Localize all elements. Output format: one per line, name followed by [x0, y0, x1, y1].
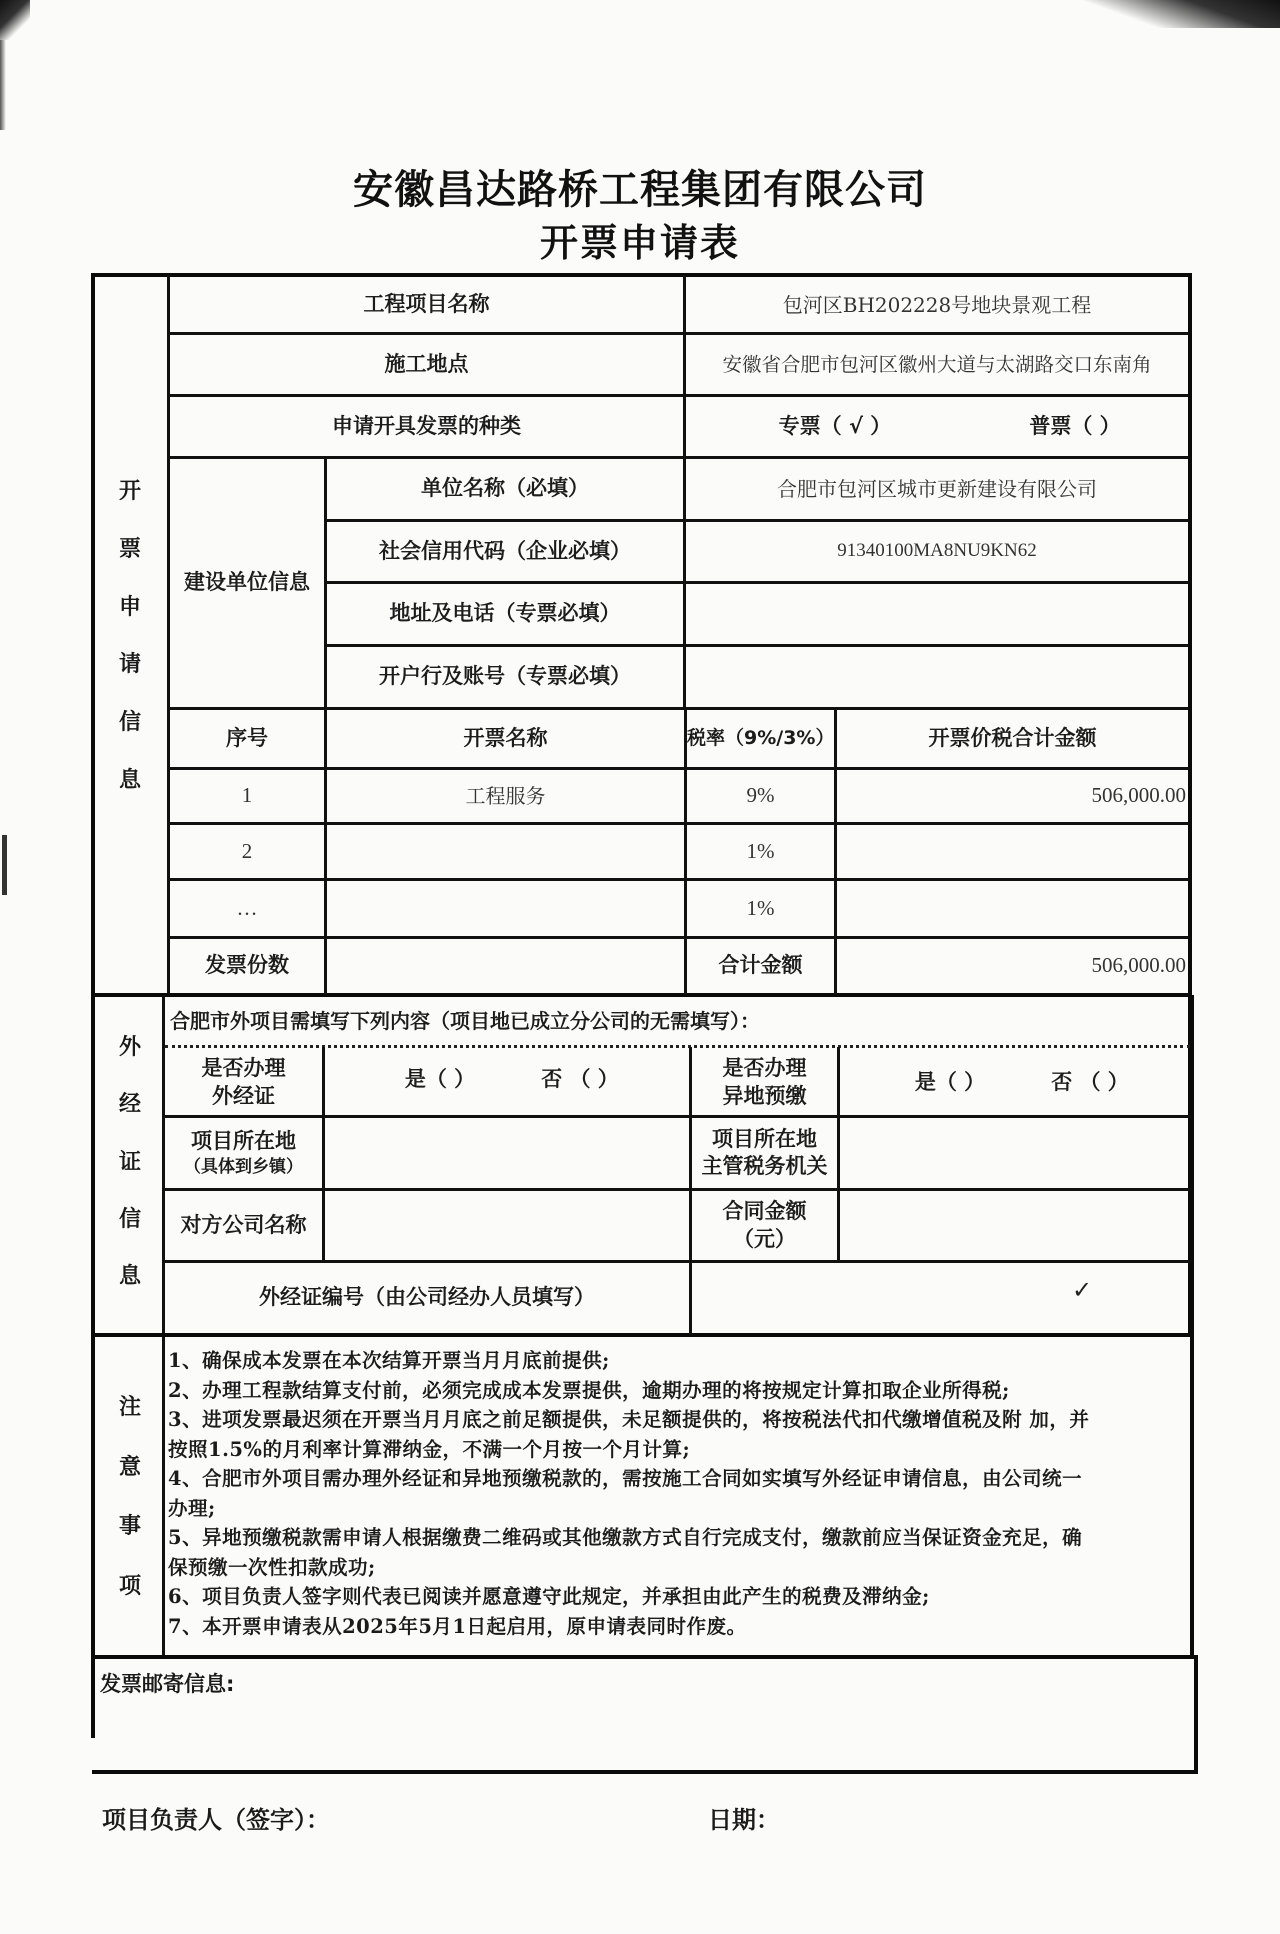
section-label-char: 息: [118, 1264, 141, 1289]
invoice-type-normal-checkbox[interactable]: 普票（ ）: [1029, 413, 1121, 438]
item-rate[interactable]: 1%: [746, 895, 775, 920]
date-field[interactable]: [790, 1795, 1170, 1835]
section-label-char: 开: [118, 479, 141, 504]
item-rate[interactable]: 9%: [746, 783, 775, 808]
notes-list: [168, 1346, 1193, 1641]
note-line: 1、确保成本发票在本次结算开票当月月底前提供;: [168, 1349, 610, 1372]
photo-corner-shadow: [0, 0, 30, 40]
section-label-char: 信: [118, 1206, 141, 1232]
note-line: 4、合肥市外项目需办理外经证和异地预缴税款的，需按施工合同如实填写外经证申请信息，由公司统一: [168, 1467, 1083, 1490]
section-label-char: 注: [118, 1395, 141, 1420]
note-line: 5、异地预缴税款需申请人根据缴费二维码或其他缴款方式自行完成支付，缴款前应当保证资金充足，确: [168, 1526, 1083, 1549]
section-label-char: 项: [118, 1573, 141, 1599]
dotted-divider: [165, 1045, 1190, 1048]
note-line: 2、办理工程款结算支付前，必须完成成本发票提供，逾期办理的将按规定计算扣取企业所得税;: [168, 1378, 1010, 1402]
item-amount[interactable]: 506,000.00: [1091, 783, 1186, 808]
invoice-count-label: 发票份数: [205, 953, 289, 978]
note-line: 按照1.5%的月利率计算滞纳金，不满一个月按一个月计算;: [168, 1437, 691, 1461]
section-label-char: 票: [118, 536, 141, 562]
tax-office-label: 项目所在地 主管税务机关: [701, 1126, 828, 1178]
items-header-rate: 税率（9%/3%）: [687, 727, 835, 750]
credit-code-value[interactable]: 91340100MA8NU9KN62: [837, 540, 1037, 562]
manager-signature-label: 项目负责人（签字）：: [102, 1806, 330, 1834]
prepay-no-checkbox[interactable]: 否 （ ）: [1051, 1069, 1129, 1094]
counterparty-input[interactable]: [325, 1191, 689, 1260]
counterparty-label: 对方公司名称: [180, 1212, 307, 1237]
project-location-subtitle: （具体到乡镇）: [184, 1156, 303, 1177]
credit-code-label: 社会信用代码（企业必填）: [379, 538, 631, 563]
builder-name-label: 单位名称（必填）: [421, 476, 589, 501]
bank-account-label: 开户行及账号（专票必填）: [379, 664, 631, 689]
items-header-seq: 序号: [226, 725, 268, 750]
section-label-char: 息: [118, 767, 141, 793]
photo-edge-shadow: [0, 40, 6, 130]
builder-name-value[interactable]: 合肥市包河区城市更新建设有限公司: [777, 477, 1097, 501]
company-title: 安徽昌达路桥工程集团有限公司: [353, 167, 927, 213]
photo-edge-mark: [2, 835, 7, 895]
project-location-label: [165, 1118, 322, 1188]
item-seq: 1: [241, 783, 253, 808]
form-title: 开票申请表: [539, 221, 740, 265]
item-rate[interactable]: 1%: [746, 838, 775, 863]
section-label-char: 事: [118, 1514, 141, 1540]
project-location-title: 项目所在地: [191, 1129, 296, 1154]
section-divider: [92, 993, 1191, 997]
section-label-char: 证: [118, 1149, 141, 1175]
section-label-char: 经: [118, 1092, 141, 1118]
manager-signature-field[interactable]: [360, 1795, 680, 1835]
external-cert-number-input[interactable]: [692, 1263, 1190, 1333]
prepay-label: 是否办理 异地预缴: [722, 1056, 807, 1108]
section-label-char: 意: [118, 1454, 141, 1480]
builder-info-label: 建设单位信息: [184, 570, 310, 595]
prepay-yes-checkbox[interactable]: 是（ ）: [914, 1069, 986, 1094]
section-label-char: 外: [118, 1035, 141, 1060]
item-amount[interactable]: [837, 881, 1188, 936]
table-border: [92, 1770, 1198, 1774]
project-name-value[interactable]: 包河区BH202228号地块景观工程: [782, 292, 1092, 317]
item-amount[interactable]: [837, 825, 1188, 878]
invoice-type-special-checkbox[interactable]: 专票（ √ ）: [778, 413, 892, 438]
tax-office-input[interactable]: [840, 1118, 1190, 1188]
contract-amount-label: 合同金额 （元）: [722, 1199, 807, 1251]
section-label-char: 信: [118, 710, 141, 736]
mailing-info-input[interactable]: [96, 1700, 1192, 1768]
external-cert-no-checkbox[interactable]: 否 （ ）: [541, 1067, 619, 1092]
external-cert-number-label: 外经证编号（由公司经办人员填写）: [259, 1285, 595, 1310]
site-value[interactable]: 安徽省合肥市包河区徽州大道与太湖路交口东南角: [722, 352, 1152, 376]
pen-mark: ✓: [1072, 1276, 1093, 1304]
bank-account-value[interactable]: [686, 647, 1188, 707]
section-divider: [92, 1655, 1196, 1659]
note-line: 3、进项发票最迟须在开票当月月底之前足额提供，未足额提供的，将按税法代扣代缴增值税及附 加，并: [168, 1408, 1090, 1431]
section-label-char: 请: [118, 652, 141, 678]
items-header-amount: 开票价税合计金额: [928, 725, 1097, 750]
address-phone-value[interactable]: [686, 584, 1188, 644]
total-amount-label: 合计金额: [718, 953, 803, 978]
table-border: [91, 273, 95, 1738]
project-name-label: 工程项目名称: [363, 291, 490, 316]
total-amount-value[interactable]: 506,000.00: [1091, 953, 1186, 978]
contract-amount-input[interactable]: [840, 1191, 1190, 1260]
project-location-input[interactable]: [325, 1118, 689, 1188]
section-divider: [92, 1333, 1194, 1337]
site-label: 施工地点: [384, 351, 469, 376]
address-phone-label: 地址及电话（专票必填）: [389, 601, 621, 626]
external-instruction: 合肥市外项目需填写下列内容（项目地已成立分公司的无需填写）：: [170, 1009, 760, 1033]
note-line: 保预缴一次性扣款成功;: [168, 1555, 376, 1579]
note-line: 6、项目负责人签字则代表已阅读并愿意遵守此规定，并承担由此产生的税费及滞纳金;: [168, 1585, 930, 1608]
section-label-char: 申: [118, 594, 141, 620]
date-label: 日期：: [708, 1806, 780, 1834]
section-label-notes: [110, 1390, 150, 1600]
external-cert-label: 是否办理 外经证: [201, 1056, 286, 1108]
note-line: 7、本开票申请表从2025年5月1日起启用，原申请表同时作废。: [168, 1614, 747, 1638]
item-name[interactable]: [327, 881, 684, 936]
item-seq: …: [236, 895, 258, 920]
external-cert-yes-checkbox[interactable]: 是（ ）: [404, 1067, 476, 1092]
section-label-external: [110, 1030, 150, 1290]
invoice-count-value[interactable]: [327, 939, 684, 993]
item-name[interactable]: 工程服务: [465, 784, 546, 808]
mailing-info-label: 发票邮寄信息:: [100, 1672, 235, 1696]
section-label-invoice: [110, 474, 150, 794]
item-seq: 2: [241, 838, 253, 863]
photo-corner-shadow: [1050, 0, 1280, 28]
note-line: 办理;: [168, 1496, 216, 1520]
item-name[interactable]: [327, 825, 684, 878]
items-header-name: 开票名称: [463, 725, 548, 750]
invoice-type-label: 申请开具发票的种类: [332, 413, 521, 438]
table-border: [1194, 1655, 1198, 1773]
